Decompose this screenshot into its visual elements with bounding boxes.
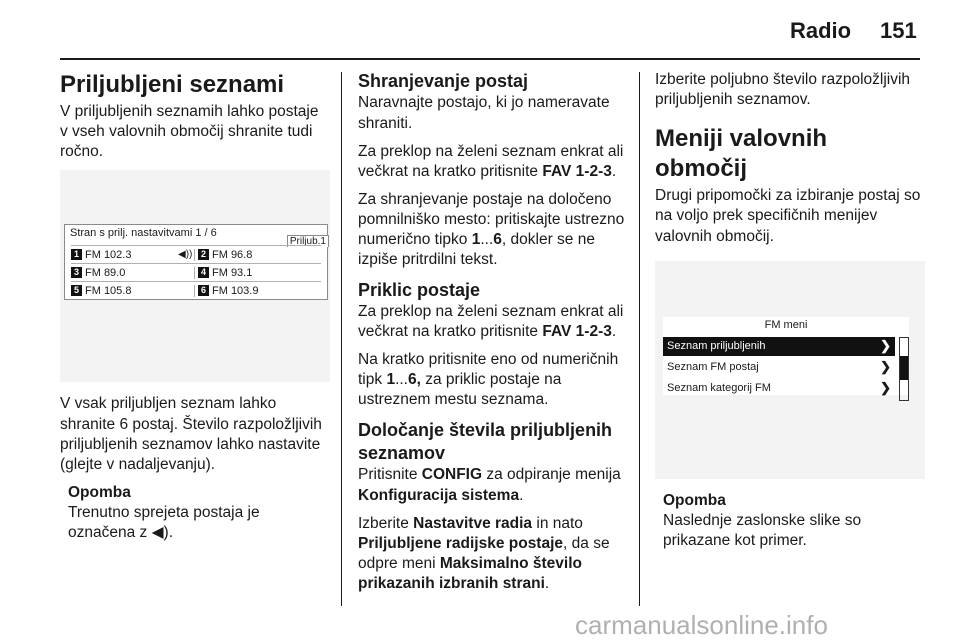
preset-number: 1	[71, 249, 82, 260]
favourites-panel	[64, 224, 328, 300]
fm-menu-list	[663, 337, 895, 400]
key-label: 1	[386, 371, 396, 389]
fm-menu-item[interactable]	[663, 379, 895, 398]
preset-number: 3	[71, 267, 82, 278]
key-label: 1	[471, 231, 481, 249]
waveband-menus-text: Drugi pripomočki za izbiranje postaj so na voljo prek specifičnih menijev valovnih območij.	[655, 187, 921, 245]
text: Izberite	[358, 514, 409, 532]
fm-menu-scrollbar[interactable]	[899, 337, 909, 401]
scrollbar-thumb[interactable]	[900, 356, 908, 380]
fm-menu-item[interactable]	[663, 358, 895, 377]
column-2	[358, 70, 628, 602]
text: za priklic postaje na ustreznem mestu seznama.	[358, 371, 562, 409]
section-heading-favourites: Priljubljeni seznami	[60, 71, 285, 98]
config-step-2	[358, 514, 628, 595]
favourites-screenshot	[60, 170, 330, 382]
fm-menu-item[interactable]	[663, 337, 895, 356]
chevron-right-icon: ❯	[880, 338, 891, 354]
station-slot-3	[71, 267, 194, 279]
page-number: 151	[880, 18, 917, 43]
note-title: Opomba	[68, 483, 131, 501]
preset-number: 5	[71, 285, 82, 296]
storing-step-2	[358, 142, 628, 182]
preset-number: 2	[198, 249, 209, 260]
header-rule	[60, 58, 920, 60]
text: in nato	[536, 514, 583, 532]
station-slot-2	[194, 249, 321, 261]
favourites-tab: Priljub.1	[287, 235, 329, 247]
text: ...	[395, 371, 408, 389]
fm-menu-panel	[663, 317, 909, 395]
fm-menu-item-label: Seznam FM postaj	[667, 361, 759, 374]
note-title: Opomba	[663, 491, 726, 509]
note-current-station	[60, 483, 330, 543]
text: , da se odpre meni	[358, 534, 610, 572]
preset-number: 4	[198, 267, 209, 278]
menu-name: Konfiguracija sistema	[358, 486, 520, 504]
column-divider-left	[341, 72, 342, 606]
section-heading-recall: Priklic postaje	[358, 279, 481, 300]
preset-number: 6	[198, 285, 209, 296]
text: .	[544, 575, 550, 593]
menu-name: Priljubljene radijske postaje	[358, 534, 564, 552]
key-label: 6	[493, 231, 502, 249]
text: Na kratko pritisnite eno od numeričnih tipk	[358, 351, 619, 389]
note-screenshots	[655, 491, 925, 551]
favourites-intro: V priljubljenih seznamih lahko postaje v vseh valovnih območij shranite tudi ročno.	[60, 103, 319, 161]
storing-step-3	[358, 190, 628, 271]
watermark: carmanualsonline.info	[575, 610, 828, 640]
config-step-1	[358, 465, 628, 505]
text: , dokler se ne izpiše pritrdilni tekst.	[358, 231, 595, 269]
preset-frequency: FM 102.3	[85, 248, 132, 261]
key-label: 6,	[407, 371, 421, 389]
fav-key-label: FAV 1-2-3	[542, 323, 612, 341]
station-slot-6	[194, 285, 321, 297]
note-end: .	[168, 524, 173, 542]
chevron-right-icon: ❯	[880, 359, 891, 375]
config-key-label: CONFIG	[421, 466, 483, 484]
column-3	[655, 70, 925, 559]
favourites-body: V vsak priljubljen seznam lahko shranite 6 postaj. Število razpoložljivih priljubljenih seznamov lahko nastavite (glejte v nadaljevanju).	[60, 395, 322, 473]
recall-step-1	[358, 302, 628, 342]
fm-menu-item-label: Seznam kategorij FM	[667, 382, 771, 395]
text: .	[519, 486, 524, 504]
text: za odpiranje menija	[486, 466, 621, 484]
storing-step-1: Naravnajte postajo, ki jo nameravate shraniti.	[358, 94, 610, 132]
favourites-page-title: Stran s prilj. nastavitvami 1 / 6	[70, 227, 217, 240]
station-row	[71, 263, 321, 281]
column-1	[60, 70, 330, 551]
note-text: Naslednje zaslonske slike so prikazane kot primer.	[663, 511, 862, 549]
header-title: Radio	[790, 18, 852, 43]
speaker-icon: ◀))	[178, 249, 193, 261]
preset-frequency: FM 96.8	[212, 248, 253, 261]
text: Za preklop na želeni seznam enkrat ali večkrat na kratko pritisnite	[358, 302, 624, 341]
station-slot-1	[71, 249, 194, 261]
station-row	[71, 281, 321, 299]
text: .	[611, 323, 617, 341]
preset-frequency: FM 89.0	[85, 266, 126, 279]
note-text: Trenutno sprejeta postaja je označena z	[68, 504, 260, 542]
text: Pritisnite	[358, 466, 418, 484]
fm-menu-screenshot	[655, 261, 925, 479]
section-heading-waveband-menus: Meniji valovnih območij	[655, 125, 828, 183]
station-slot-4	[194, 267, 321, 279]
fm-menu-title: FM meni	[764, 318, 808, 331]
preset-frequency: FM 103.9	[212, 284, 259, 297]
station-grid	[71, 245, 321, 299]
section-heading-number-of-lists: Določanje števila priljubljenih seznamov	[358, 419, 613, 463]
preset-frequency: FM 105.8	[85, 284, 132, 297]
select-number-text: Izberite poljubno število razpoložljivih priljubljenih seznamov.	[655, 71, 911, 109]
menu-name: Nastavitve radia	[413, 514, 533, 532]
fm-menu-item-label: Seznam priljubljenih	[667, 340, 766, 353]
text: Za shranjevanje postaje na določeno pomnilniško mesto: pritiskajte ustrezno numerično tipko	[358, 190, 625, 249]
menu-name: Maksimalno število prikazanih izbranih strani	[358, 554, 582, 593]
preset-frequency: FM 93.1	[212, 266, 253, 279]
fav-key-label: FAV 1-2-3	[542, 162, 612, 180]
chevron-right-icon: ❯	[880, 380, 891, 396]
speaker-icon: ◀)	[151, 524, 169, 542]
text: ...	[480, 231, 494, 249]
text: Za preklop na želeni seznam enkrat ali večkrat na kratko pritisnite	[358, 142, 624, 180]
column-divider-right	[639, 72, 640, 606]
section-heading-storing: Shranjevanje postaj	[358, 71, 529, 91]
text: .	[611, 162, 617, 180]
recall-step-2	[358, 350, 628, 410]
station-slot-5	[71, 285, 194, 297]
station-row	[71, 245, 321, 263]
